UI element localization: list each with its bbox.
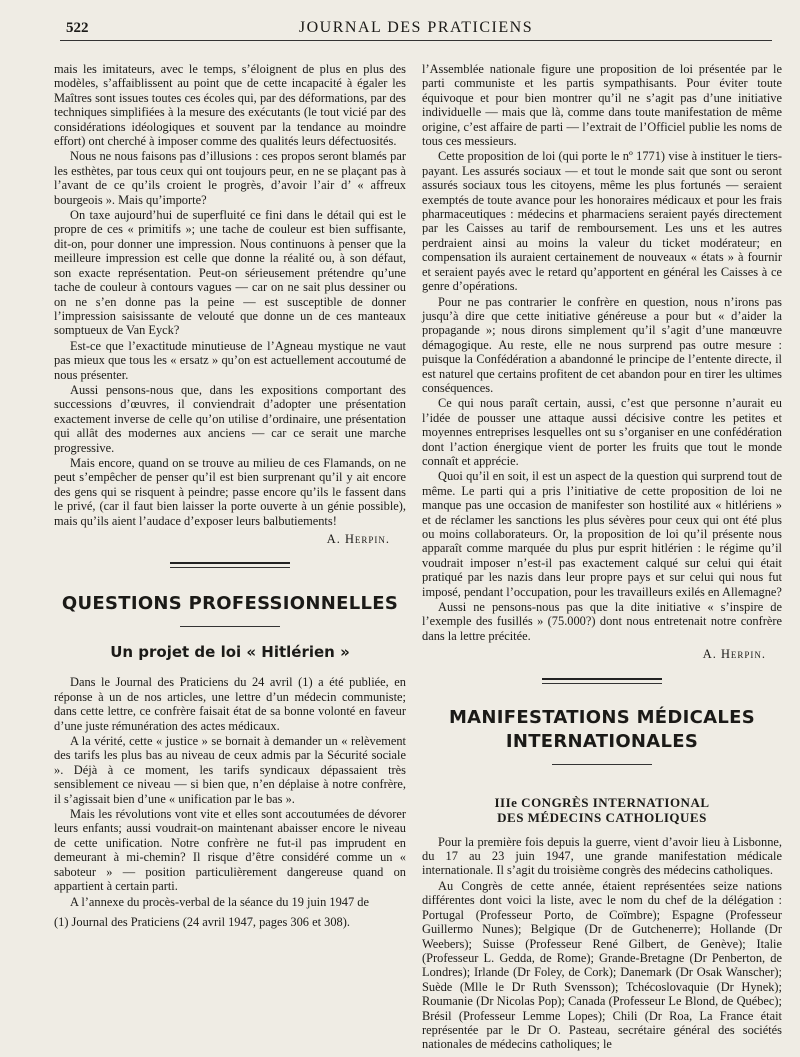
article-title: Un projet de loi « Hitlérien » [110, 643, 350, 662]
section-divider [170, 562, 290, 564]
page-number: 522 [66, 20, 89, 36]
section-divider [542, 683, 662, 684]
section-heading-line1: MANIFESTATIONS MÉDICALES [448, 706, 756, 728]
congress-title [422, 795, 782, 825]
paragraph: Est-ce que l’exactitude minutieuse de l’Agneau mystique ne vaut pas mieux que tous les « ersatz » qu’on est actuellement accoutumé de nous présenter. [54, 338, 406, 382]
left-column [54, 62, 406, 929]
paragraph: A l’annexe du procès-verbal de la séance du 19 juin 1947 de [70, 894, 369, 909]
paragraph: mais les imitateurs, avec le temps, s’éloignent de plus en plus des modèles, s’affaiblissent au point que de cette incapacité à égaler les Maîtres sont issues toutes ces écoles qui, par des déformations, par des techniques simplifiées à la mesure des exécutants (le tout vicié par des considérations idéologiques et souvent par la tendance au moindre effort) ont cherché à imposer comme des qualités leurs défectuosités. [54, 62, 406, 149]
heading-rule [180, 626, 280, 627]
journal-title: JOURNAL DES PRATICIENS [298, 19, 534, 36]
paragraph: Au Congrès de cette année, étaient représentées seize nations différentes dont voici la liste, avec le nom du chef de la délégation : Portugal (Professeur Porto, de Coïmbre); Espagne (Professeur Guillermo Nunes); Belgique (Dr de Gutchenerre); Hollande (Dr Weebers); Suisse (Professeur René Gilbert, de Genève); Italie (Professeur L. Gedda, de Rome); Grande-Bretagne (Dr Penberton, de Londres); Irlande (Dr Foley, de Cork); Danemark (Dr Osak Wanscher); Suède (Mlle le Dr Ruth Svensson); Tchécoslovaquie (Dr Hynek); Roumanie (Dr Nicolas Pop); Canada (Professeur Le Blond, de Québec); Brésil (Professeur Lemme Lopes); Chili (Dr Roa, La France était représentée par le Dr O. Pasteau, secrétaire général des sociétés nationales de médecins catholiques; le [422, 878, 782, 1052]
footnote: (1) Journal des Praticiens (24 avril 1947, pages 306 et 308). [54, 914, 350, 929]
section-heading: QUESTIONS PROFESSIONNELLES [61, 593, 399, 615]
paragraph: Mais les révolutions vont vite et elles sont accoutumées de dévorer leurs enfants; aussi voudrait-on maintenant abaisser encore le niveau de cette unification. Notre confrère ne fut-il pas imprudent en demeurant à mi-chemin? Il risque d’être considéré comme un « saboteur » — position particulièrement dangereuse quand on appartient à certain parti. [54, 807, 406, 894]
congress-title-line2: DES MÉDECINS CATHOLIQUES [497, 809, 707, 825]
congress-title-line1: IIIe CONGRÈS INTERNATIONAL [494, 794, 710, 810]
paragraph: Aussi ne pensons-nous pas que la dite initiative « s’inspire de l’exemple des fusillés » (75.000?) dont nous entretenait notre confrère dans la lettre précitée. [422, 600, 782, 643]
paragraph: A la vérité, cette « justice » se bornait à demander un « relèvement des tarifs les plus bas au niveau de ceux admis par la Sécurité sociale ». Déjà à ce moment, les tarifs syndicaux dépassaient très sensiblement ce niveau — si bien que, n’en déplaise à notre confrère, il s’agissait bien d’une « unification par le bas ». [54, 734, 406, 806]
author-signature: A. Herpin. [702, 647, 766, 662]
paragraph: Pour ne pas contrarier le confrère en question, nous n’irons pas jusqu’à dire que cette initiative généreuse a pour but « d’aider la propagande »; nous dirons simplement qu’il s’agit d’une manœuvre démagogique. Au reste, elle ne nous surprend pas outre mesure : puisque la Confédération a abandonné le principe de l’entente directe, il est naturel que certains profitent de cet abandon pour en tirer les ultimes conséquences. [422, 294, 782, 395]
paragraph: Aussi pensons-nous que, dans les expositions comportant des successions d’œuvres, il conviendrait d’adopter une présentation exactement inverse de celle qu’on utilise d’ordinaire, une présentation qui allât des modernes aux anciens — car ce serait une marche progressive. [54, 382, 406, 455]
paragraph: Mais encore, quand on se trouve au milieu de ces Flamands, on ne peut s’empêcher de penser qu’il est bien surprenant qu’il y ait encore des gens qui se risquent à peindre; passe encore qu’ils le fassent dans le privé, (car il faut bien laisser la porte ouverte à un génie possible), mais qu’ils aient l’audace d’exposer leurs balbutiements! [54, 455, 406, 528]
author-signature: A. Herpin. [326, 532, 390, 546]
paragraph: Nous ne nous faisons pas d’illusions : ces propos seront blamés par les esthètes, par tous ceux qui ont toujours peur, en ne se plaçant pas à l’avant de ce qu’ils croient le progrès, d’avoir l’air d’ « affreux bourgeois ». Mais qu’importe? [54, 149, 406, 207]
section-divider [170, 567, 290, 568]
paragraph: Cette proposition de loi (qui porte le nº 1771) vise à instituer le tiers-payant. Les assurés sociaux — et tout le monde sait que sont ou seront assurés sociaux tous les citoyens, même les plus fortunés — seraient exemptés de toute avance pour les honoraires médicaux et pour les frais pharmaceutiques : médecins et pharmaciens seraient payés directement par les Caisses au tarif de remboursement. Les uns et les autres perdraient ainsi au moins la valeur du ticket modérateur; en compensation ils auraient certainement de nouveaux « états » à fournir et seraient payés avec le retard qu’apportent en général les Caisses à ce genre d’opérations. [422, 149, 782, 294]
paragraph: Ce qui nous paraît certain, aussi, c’est que personne n’aurait eu l’idée de pousser une attaque aussi décisive contre les petites et moyennes entreprises lesquelles ont su s’organiser en une confédération dont l’action énergique vient de porter les fruits que tout le monde connaît et apprécie. [422, 396, 782, 468]
section-divider [542, 678, 662, 680]
paragraph: Pour la première fois depuis la guerre, vient d’avoir lieu à Lisbonne, du 17 au 23 juin 1947, une grande manifestation médicale internationale. Il s’agit du troisième congrès des médecins catholiques. [422, 834, 782, 878]
paragraph: Dans le Journal des Praticiens du 24 avril (1) a été publiée, en réponse à un de nos articles, une lettre d’un médecin communiste; dans cette lettre, ce confrère faisait état de sa bonne volonté en faveur d’une juste rémunération des actes médicaux. [54, 675, 406, 733]
right-column [422, 62, 782, 1052]
running-head [60, 18, 772, 41]
section-heading-line2: INTERNATIONALES [505, 730, 699, 752]
paragraph: l’Assemblée nationale figure une proposition de loi présentée par le parti communiste et les partis sympathisants. Pour éviter toute équivoque et pour bien montrer qu’il ne s’agit pas d’une initiative individuelle — mais que là, comme dans toute manifestation de même origine, c’est affaire de parti — l’extrait de l’Officiel publie les noms de tous ces messieurs. [422, 62, 782, 149]
heading-rule [552, 764, 652, 765]
paragraph: On taxe aujourd’hui de superfluité ce fini dans le détail qui est le propre de ces « primitifs »; une tache de couleur est bien suffisante, dit-on, pour donner une impression. Nous continuons à penser que la meilleure impression est celle que donne la réalité ou, à son défaut, son exacte représentation. Peut-on sérieusement prétendre qu’une tache de couleur à contours vagues — car on ne sait plus dessiner ou on ne s’en donne pas la peine — est susceptible de donner l’impression saisissante de velouté que donne un de ces manteaux somptueux de Van Eyck? [54, 208, 406, 338]
paragraph: Quoi qu’il en soit, il est un aspect de la question qui surprend tout de même. Le parti qui a pris l’initiative de cette proposition de loi ne manque pas une occasion de manifester son hostilité aux « hitlériens » et de réclamer les sanctions les plus sévères pour ceux qui ont été plus ou moins collaborateurs. Or, la proposition de loi qu’il présente nous apparaît comme marquée du plus pur esprit hitlérien : le régime qu’il voudrait imposer n’est-il pas exactement calqué sur celui qui était pratiqué par les nazis dans leur propre pays et sur celui qui nous fut imposé, pendant l’occupation, pour les travailleurs exilés en Allemagne? [422, 469, 782, 599]
